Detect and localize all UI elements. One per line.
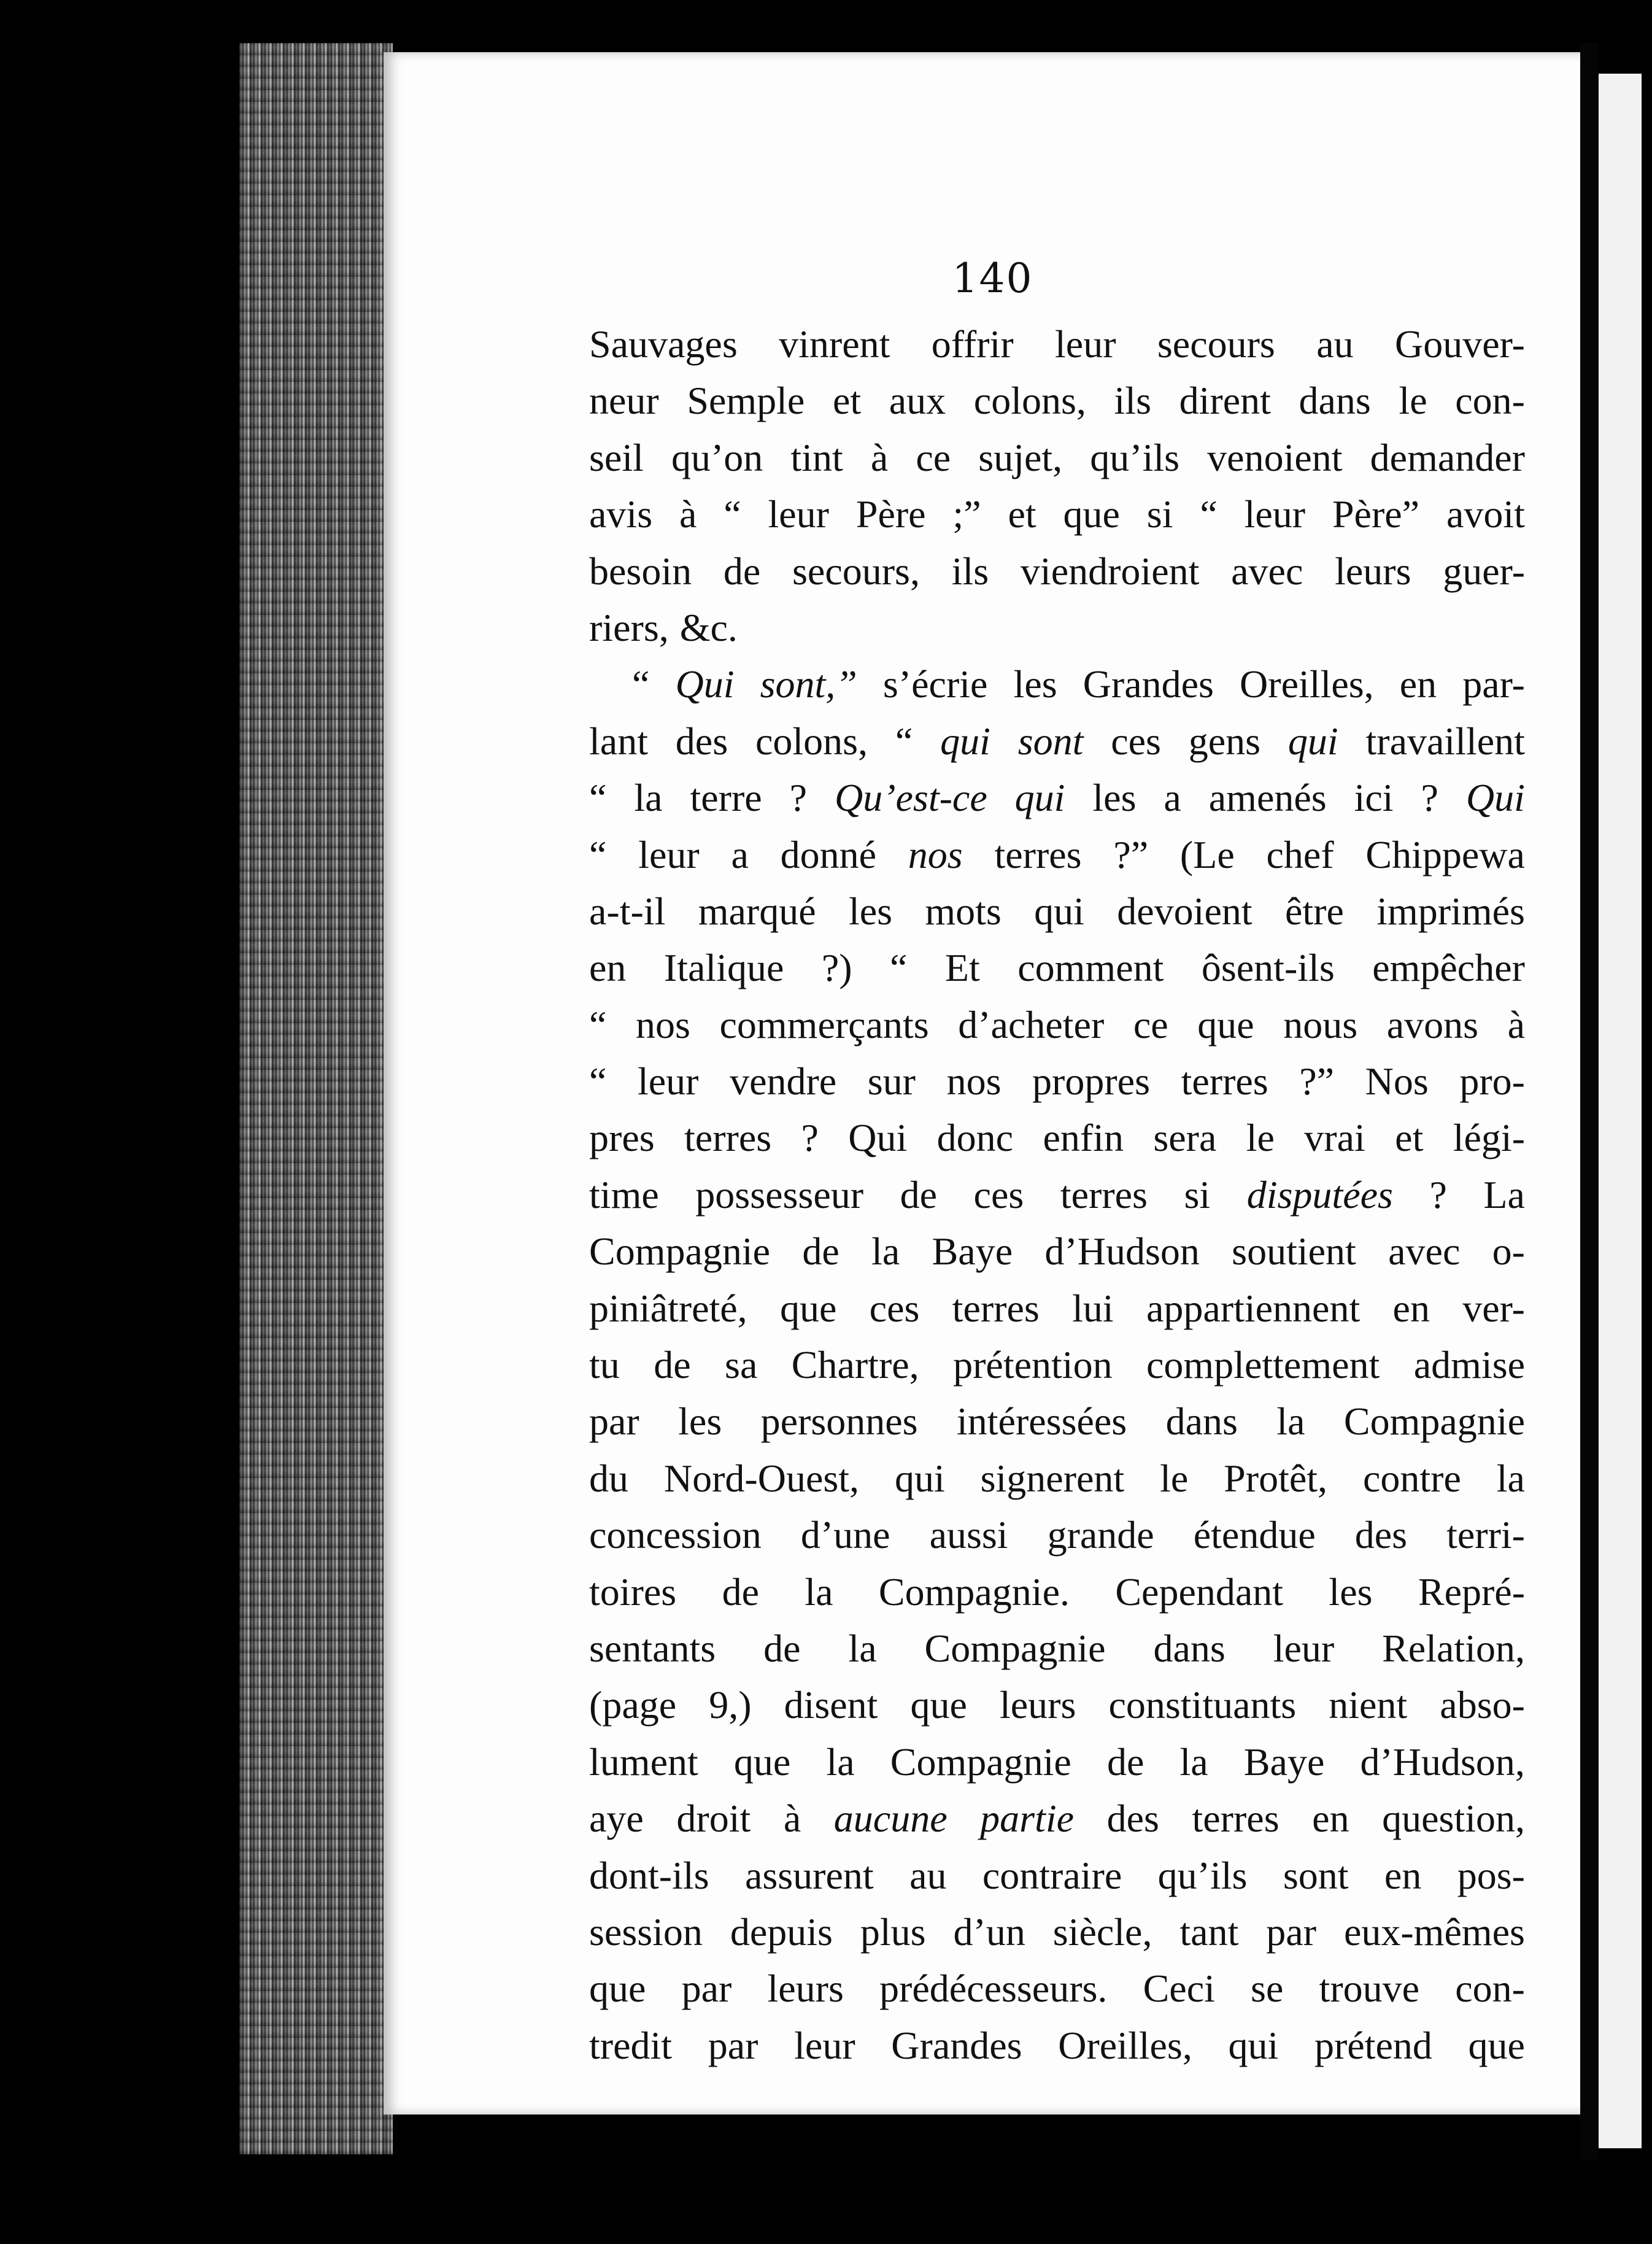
text-line: riers, &c. <box>589 605 738 649</box>
text-line: piniâtreté, que ces terres lui appartiennent en ver- <box>589 1286 1525 1330</box>
text-line: “ leur a donné nos terres ?” (Le chef Chippewa <box>589 832 1525 876</box>
text-line: seil qu’on tint à ce sujet, qu’ils venoient demander <box>589 435 1525 479</box>
text-line: lant des colons, “ qui sont ces gens qui travaillent <box>589 719 1525 763</box>
text-line: sentants de la Compagnie dans leur Relation, <box>589 1626 1525 1670</box>
text-line: tu de sa Chartre, prétention complettement admise <box>589 1343 1525 1387</box>
text-line: session depuis plus d’un siècle, tant par eux-mêmes <box>589 1909 1525 1954</box>
facing-page-edge <box>1599 74 1642 2148</box>
text-line: que par leurs prédécesseurs. Ceci se trouve con- <box>589 1967 1525 2011</box>
text-line: (page 9,) disent que leurs constituants nient abso- <box>589 1683 1525 1727</box>
book-page-edges <box>239 43 393 2154</box>
text-line: neur Semple et aux colons, ils dirent dans le con- <box>589 379 1525 423</box>
text-line: tredit par leur Grandes Oreilles, qui prétend que <box>589 2023 1525 2067</box>
text-line: Compagnie de la Baye d’Hudson soutient avec o- <box>589 1229 1525 1274</box>
text-line: concession d’une aussi grande étendue des terri- <box>589 1513 1525 1557</box>
text-line: “ la terre ? Qu’est-ce qui les a amenés ici ? Qui <box>589 776 1525 820</box>
text-line: avis à “ leur Père ;” et que si “ leur Père” avoit <box>589 492 1525 536</box>
text-line: Sauvages vinrent offrir leur secours au Gouver- <box>589 322 1525 366</box>
text-line: par les personnes intéressées dans la Compagnie <box>589 1399 1525 1444</box>
text-line: pres terres ? Qui donc enfin sera le vrai et légi- <box>589 1116 1525 1160</box>
text-line: time possesseur de ces terres si disputées ? La <box>589 1172 1525 1217</box>
binding-edge <box>1580 43 1599 2161</box>
page <box>384 52 1583 2114</box>
body-text <box>589 316 1525 2074</box>
text-line: “ nos commerçants d’acheter ce que nous avons à <box>589 1002 1525 1047</box>
text-line: besoin de secours, ils viendroient avec leurs guer- <box>589 549 1525 593</box>
text-line: toires de la Compagnie. Cependant les Repré- <box>589 1569 1525 1614</box>
text-line: “ leur vendre sur nos propres terres ?” Nos pro- <box>589 1059 1525 1104</box>
text-line: “ Qui sont,” s’écrie les Grandes Oreilles, en par- <box>632 662 1525 706</box>
text-line: en Italique ?) “ Et comment ôsent-ils empêcher <box>589 946 1525 990</box>
page-number: 140 <box>952 255 1033 302</box>
text-line: aye droit à aucune partie des terres en question, <box>589 1797 1525 1841</box>
text-line: du Nord-Ouest, qui signerent le Protêt, contre la <box>589 1456 1525 1500</box>
text-line: a-t-il marqué les mots qui devoient être imprimés <box>589 889 1525 933</box>
text-line: dont-ils assurent au contraire qu’ils sont en pos- <box>589 1853 1525 1897</box>
text-line: lument que la Compagnie de la Baye d’Hudson, <box>589 1739 1525 1784</box>
